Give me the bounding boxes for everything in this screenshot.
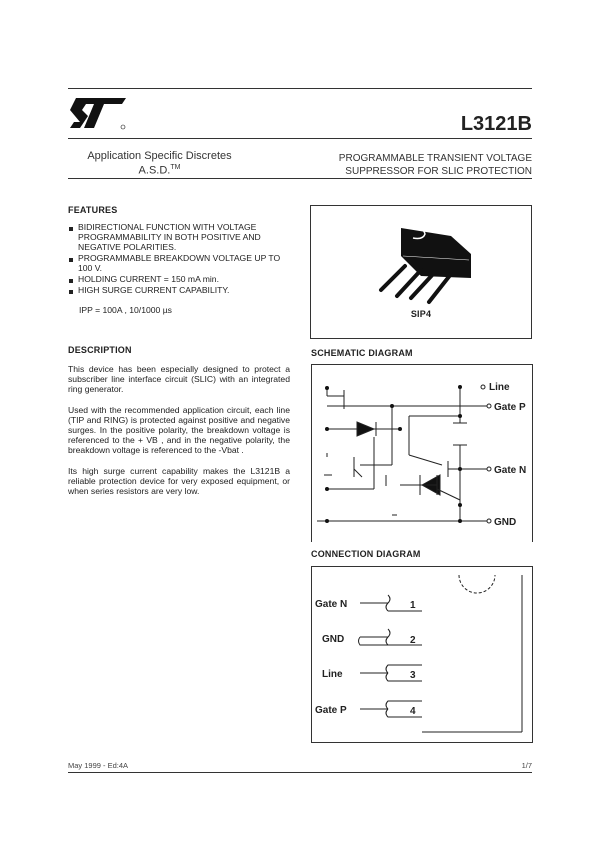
connection-pin-name: Gate P [315, 705, 347, 716]
connection-diagram [312, 567, 532, 742]
features-list [68, 222, 290, 296]
feature-item: HIGH SURGE CURRENT CAPABILITY. [68, 285, 290, 295]
footer-date: May 1999 - Ed:4A [68, 761, 129, 770]
footer-page-number: 1/7 [521, 761, 532, 770]
sip4-package-image [371, 216, 481, 306]
schematic-box [311, 364, 533, 542]
connection-pin-name: Gate N [315, 599, 348, 610]
footer-rule [68, 772, 532, 773]
top-rule [68, 88, 532, 89]
schematic-pin-label: Gate N [494, 465, 527, 476]
feature-item: HOLDING CURRENT = 150 mA min. [68, 274, 290, 284]
header-rule [68, 138, 532, 139]
connection-box [311, 566, 533, 743]
connection-title: CONNECTION DIAGRAM [311, 549, 421, 559]
connection-pin-number: 4 [410, 706, 416, 717]
features-title: FEATURES [68, 205, 118, 215]
feature-item: PROGRAMMABLE BREAKDOWN VOLTAGE UP TO 100 V. [68, 253, 290, 273]
package-box [310, 205, 532, 339]
description-title: DESCRIPTION [68, 345, 132, 355]
subtitle-left: Application Specific Discretes A.S.D.™ [87, 150, 232, 177]
connection-pin-number: 2 [410, 635, 416, 646]
connection-pin-name: GND [322, 634, 345, 645]
schematic-pin-label: Gate P [494, 402, 526, 413]
subtitle-right: PROGRAMMABLE TRANSIENT VOLTAGE SUPPRESSOR FOR SLIC PROTECTION [338, 153, 532, 177]
connection-pin-number: 1 [410, 600, 416, 611]
description-text: This device has been especially designed to protect a subscriber line interface circuit (SLIC) with an integrated ring generator. Used with the recommended application circuit, each line (TIP and RING) is protected against positive and negative surges. In the positive polarity, the breakdown voltage is referenced to the + VB , and in the negative polarity, the breakdown voltage is referenced to the -Vbat . Its high surge current capability makes the L3121B a reliable protection device for very exposed equipment, or when series resistors are very low. [68, 364, 290, 496]
st-logo [68, 96, 130, 132]
connection-pin-name: Line [322, 669, 343, 680]
connection-pin-number: 3 [410, 670, 416, 681]
package-label: SIP4 [410, 309, 432, 319]
schematic-title: SCHEMATIC DIAGRAM [311, 348, 413, 358]
ipp-line: IPP = 100A , 10/1000 µs [79, 305, 172, 315]
schematic-pin-label: Line [489, 382, 510, 393]
part-number: L3121B [460, 113, 532, 135]
schematic-diagram [312, 365, 532, 542]
feature-item: BIDIRECTIONAL FUNCTION WITH VOLTAGE PROGRAMMABILITY IN BOTH POSITIVE AND NEGATIVE POLARITIES. [68, 222, 290, 252]
schematic-pin-label: GND [494, 517, 517, 528]
subtitle-rule [68, 178, 532, 179]
